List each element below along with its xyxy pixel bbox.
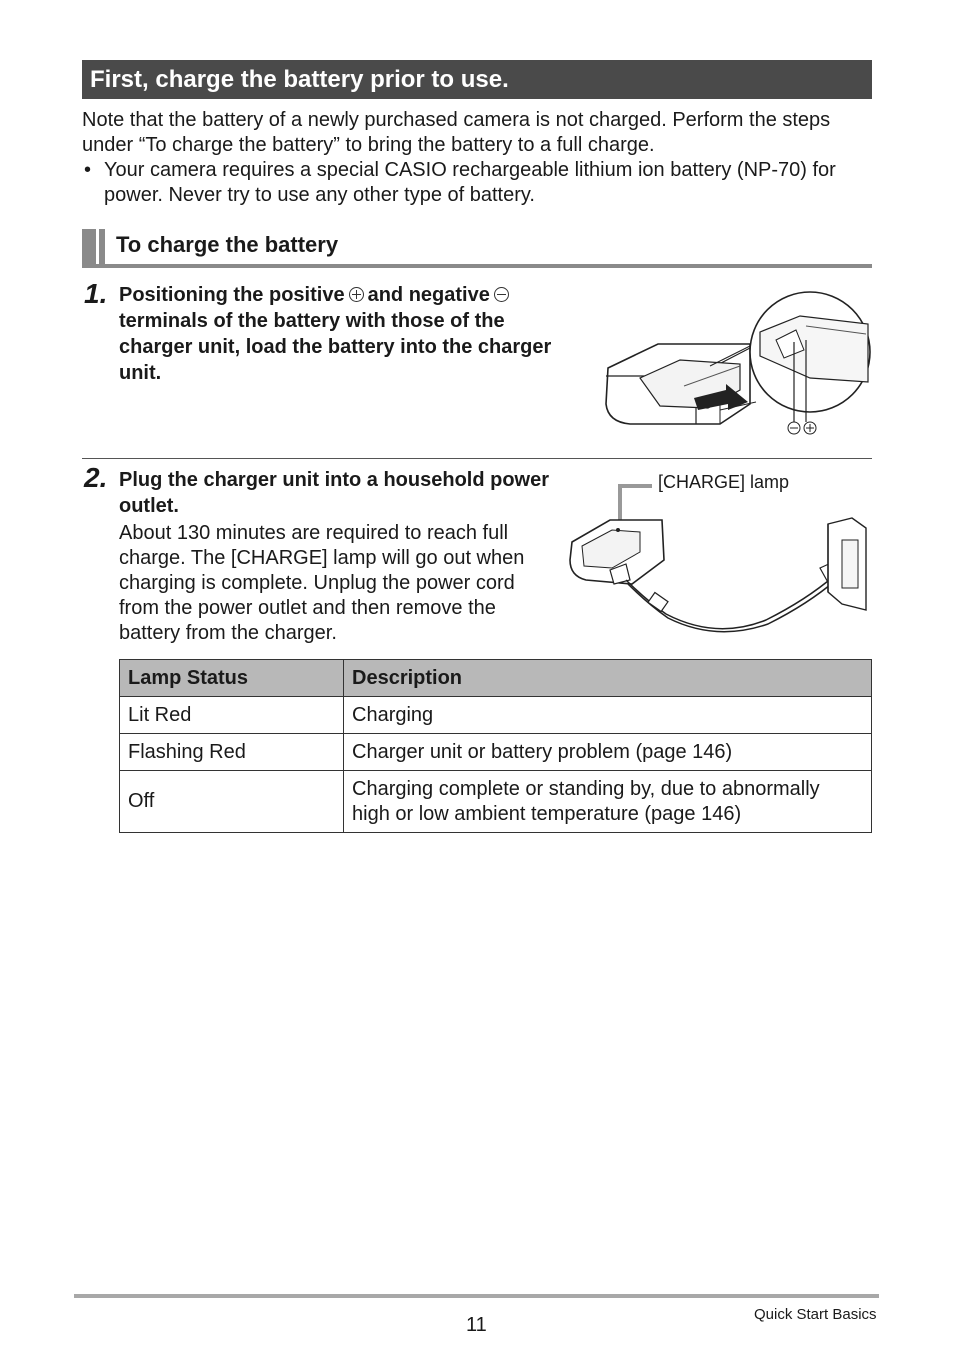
- table-header-cell: Lamp Status: [120, 660, 344, 697]
- negative-terminal-icon: [494, 287, 509, 302]
- table-header-cell: Description: [344, 660, 872, 697]
- positive-terminal-icon: [349, 287, 364, 302]
- step-number: 2.: [84, 462, 108, 493]
- table-row: [120, 734, 872, 771]
- table-cell: Lit Red: [120, 697, 344, 734]
- subsection-title: To charge the battery: [116, 232, 339, 257]
- table-row: [120, 697, 872, 734]
- footer-rule: [74, 1294, 879, 1298]
- step1-text-a: Positioning the positive: [119, 284, 345, 306]
- step-divider: [82, 458, 872, 459]
- lamp-status-table: [119, 659, 872, 833]
- table-cell: Charging complete or standing by, due to abnormally high or low ambient temperature (page 146): [344, 771, 872, 833]
- bullet-mark: •: [84, 159, 92, 181]
- step-number: 1.: [84, 278, 108, 309]
- step2-heading: Plug the charger unit into a household power outlet.: [119, 469, 550, 517]
- page-number: 11: [466, 1314, 487, 1336]
- table-cell: Charger unit or battery problem (page 146): [344, 734, 872, 771]
- step1-text-b: and negative: [367, 284, 490, 306]
- step1-text-c: terminals of the battery with those of the charger unit, load the battery into the charger unit.: [119, 310, 552, 384]
- section-title: First, charge the battery prior to use.: [82, 60, 872, 99]
- subsection-header: [82, 229, 872, 269]
- table-header-row: [120, 660, 872, 697]
- header-rule: [82, 264, 872, 268]
- header-block: [82, 229, 96, 266]
- charger-loading-illustration: [600, 286, 872, 454]
- table-cell: Off: [120, 771, 344, 833]
- step2-body: About 130 minutes are required to reach full charge. The [CHARGE] lamp will go out when charging is complete. Unplug the power cord from the power outlet and then remove the battery from the charger.: [119, 522, 525, 644]
- table-cell: Flashing Red: [120, 734, 344, 771]
- table-cell: Charging: [344, 697, 872, 734]
- step1-instruction: [119, 282, 579, 386]
- table-row: [120, 771, 872, 833]
- intro-paragraph: Note that the battery of a newly purchased camera is not charged. Perform the steps under “To charge the battery” to bring the battery to a full charge.: [82, 109, 831, 156]
- charger-outlet-illustration: [566, 480, 872, 636]
- charge-lamp-label: [CHARGE] lamp: [658, 472, 790, 492]
- header-block: [99, 229, 105, 266]
- bullet-note: [84, 158, 872, 208]
- footer-section-label: Quick Start Basics: [754, 1306, 877, 1323]
- bullet-text: Your camera requires a special CASIO rechargeable lithium ion battery (NP-70) for power. Never try to use any other type of battery.: [104, 159, 836, 206]
